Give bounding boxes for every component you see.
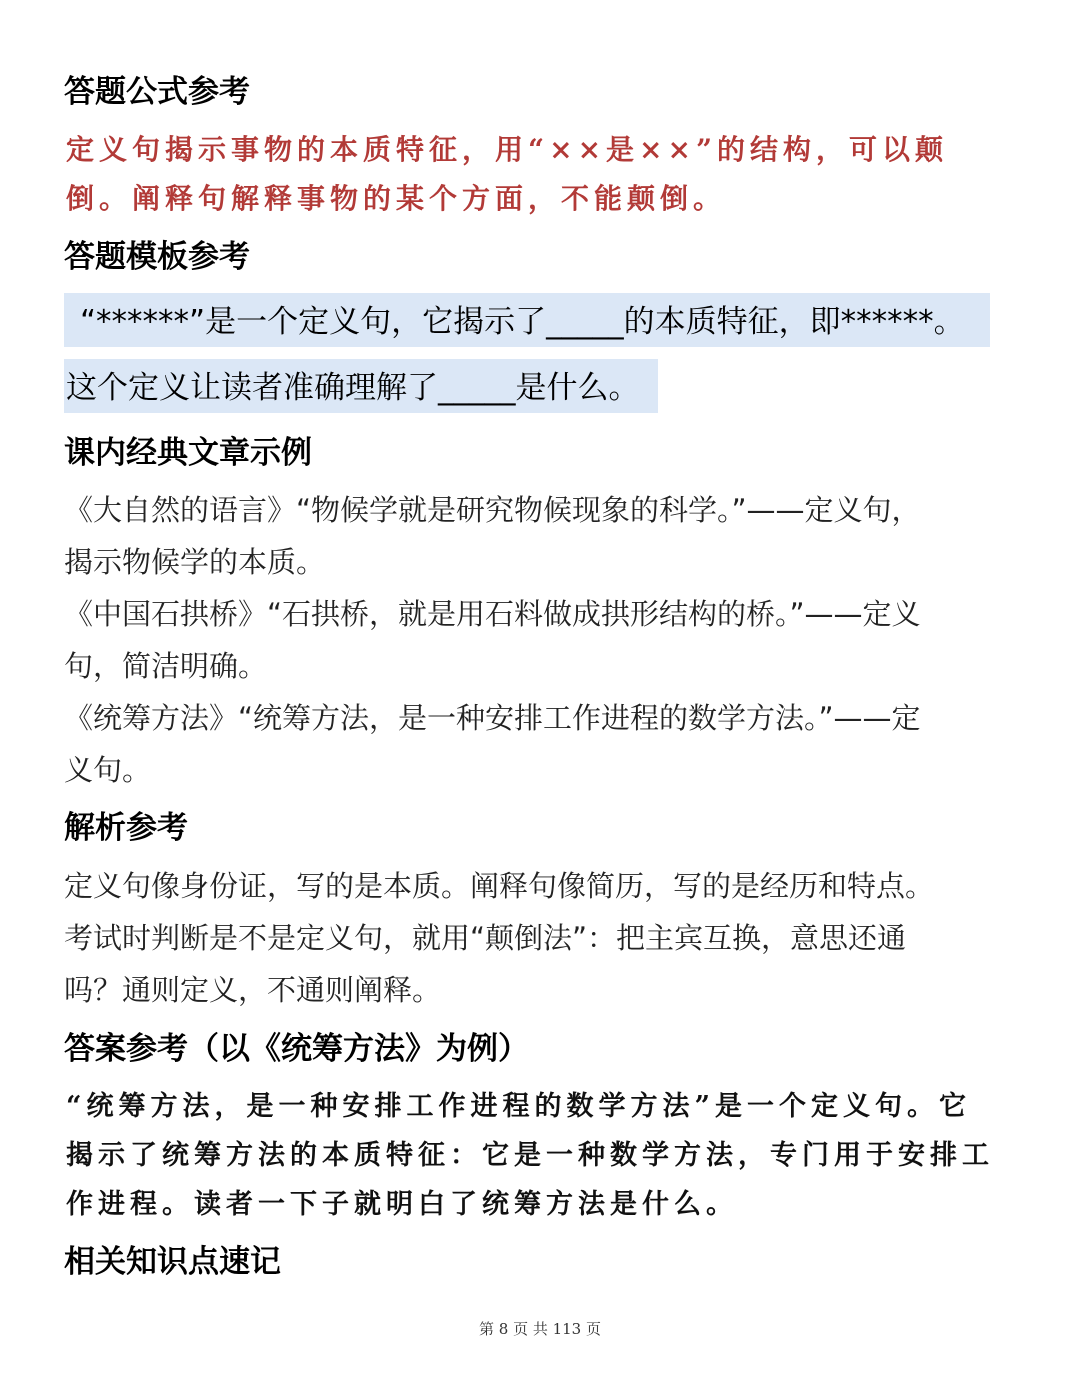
page-number: 第 8 页 共 113 页 bbox=[478, 1320, 601, 1338]
analysis-line: 定义句像身份证，写的是本质。阐释句像简历，写的是经历和特点。 bbox=[64, 869, 935, 903]
analysis-line: 吗？通则定义，不通则阐释。 bbox=[64, 973, 442, 1007]
template-heading: 答题模板参考 bbox=[64, 239, 250, 275]
answer-line: 揭示了统筹方法的本质特征：它是一种数学方法，专门用于安排工 bbox=[66, 1140, 994, 1171]
answer-heading: 答案参考（以《统筹方法》为例） bbox=[64, 1031, 529, 1067]
answer-line: “统筹方法，是一种安排工作进程的数学方法”是一个定义句。它 bbox=[66, 1091, 972, 1122]
example-line: 句，简洁明确。 bbox=[64, 649, 268, 683]
formula-heading: 答题公式参考 bbox=[64, 74, 250, 110]
example-line: 义句。 bbox=[64, 753, 152, 787]
example-line: 《大自然的语言》“物候学就是研究物候现象的科学。”——定义句， bbox=[64, 493, 921, 527]
answer-line: 作进程。读者一下子就明白了统筹方法是什么。 bbox=[66, 1189, 738, 1220]
example-line: 揭示物候学的本质。 bbox=[64, 545, 326, 579]
formula-line: 定义句揭示事物的本质特征，用“××是××”的结构，可以颠 bbox=[66, 133, 949, 166]
example-line: 《统筹方法》“统筹方法，是一种安排工作进程的数学方法。”——定 bbox=[64, 701, 921, 735]
template-line: 这个定义让读者准确理解了_____是什么。 bbox=[66, 370, 640, 406]
examples-heading: 课内经典文章示例 bbox=[64, 435, 312, 471]
example-line: 《中国石拱桥》“石拱桥，就是用石料做成拱形结构的桥。”——定义 bbox=[64, 597, 921, 631]
analysis-heading: 解析参考 bbox=[64, 810, 188, 846]
analysis-line: 考试时判断是不是定义句，就用“颠倒法”：把主宾互换，意思还通 bbox=[64, 921, 907, 955]
related-heading: 相关知识点速记 bbox=[64, 1244, 281, 1280]
formula-line: 倒。阐释句解释事物的某个方面，不能颠倒。 bbox=[66, 182, 727, 215]
template-line: “******”是一个定义句，它揭示了_____的本质特征，即******。 bbox=[80, 304, 965, 340]
